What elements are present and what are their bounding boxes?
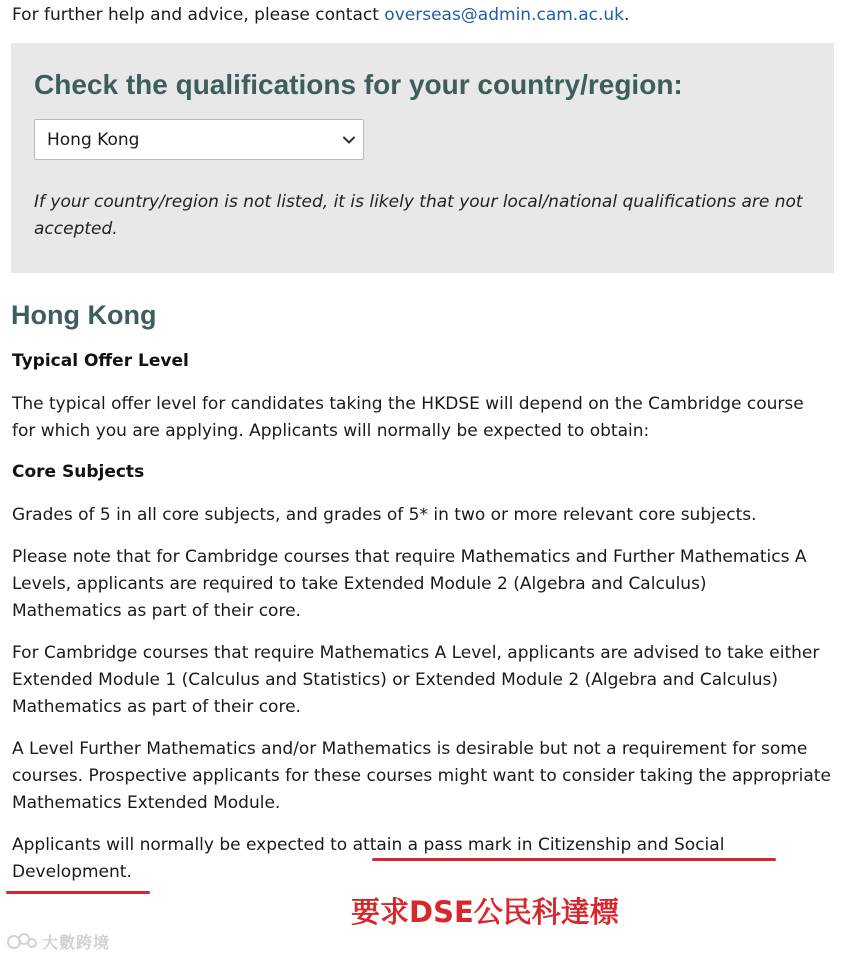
country-select[interactable] [34,119,364,160]
brand-logo-icon [6,931,38,951]
country-selector-panel [11,43,834,273]
contact-email-link[interactable]: overseas@admin.cam.ac.uk [384,5,624,25]
annotation-underline [372,858,776,861]
panel-title: Check the qualifications for your country/region: [34,69,683,100]
panel-note: If your country/region is not listed, it is likely that your local/national qualifications are not accepted. [34,192,803,239]
further-maths-note: Please note that for Cambridge courses that require Mathematics and Further Mathematics A Levels, applicants are required to take Extended Module 2 (Algebra and Calculus) Mathematics as part of their core. [12,547,807,621]
watermark [6,928,110,954]
watermark-text: 大數跨境 [42,932,111,952]
annotation-underline [6,891,150,894]
chevron-down-icon [341,132,357,148]
typical-offer-text: The typical offer level for candidates taking the HKDSE will depend on the Cambridge course for which you are applying. Applicants will normally be expected to obtain: [12,394,804,441]
annotation-label: 要求DSE公民科達標 [351,895,619,929]
country-select-value: Hong Kong [47,130,140,150]
citizenship-note: Applicants will normally be expected to attain a pass mark in Citizenship and Social Development. [12,835,725,882]
typical-offer-heading: Typical Offer Level [12,351,189,371]
help-contact-suffix: . [623,5,630,25]
core-grades-text: Grades of 5 in all core subjects, and grades of 5* in two or more relevant core subjects. [12,505,757,525]
maths-note: For Cambridge courses that require Mathematics A Level, applicants are advised to take either Extended Module 1 (Calculus and Statistics) or Extended Module 2 (Algebra and Calculus) Mathematics as part of their core. [12,643,820,717]
country-heading: Hong Kong [11,300,157,330]
desirable-note: A Level Further Mathematics and/or Mathematics is desirable but not a requirement for some courses. Prospective applicants for these courses might want to consider taking the appropriate Mathematics Extended Module. [12,739,831,813]
help-contact-line [12,3,629,27]
core-subjects-heading: Core Subjects [12,462,145,482]
help-contact-text: For further help and advice, please contact [12,5,385,25]
